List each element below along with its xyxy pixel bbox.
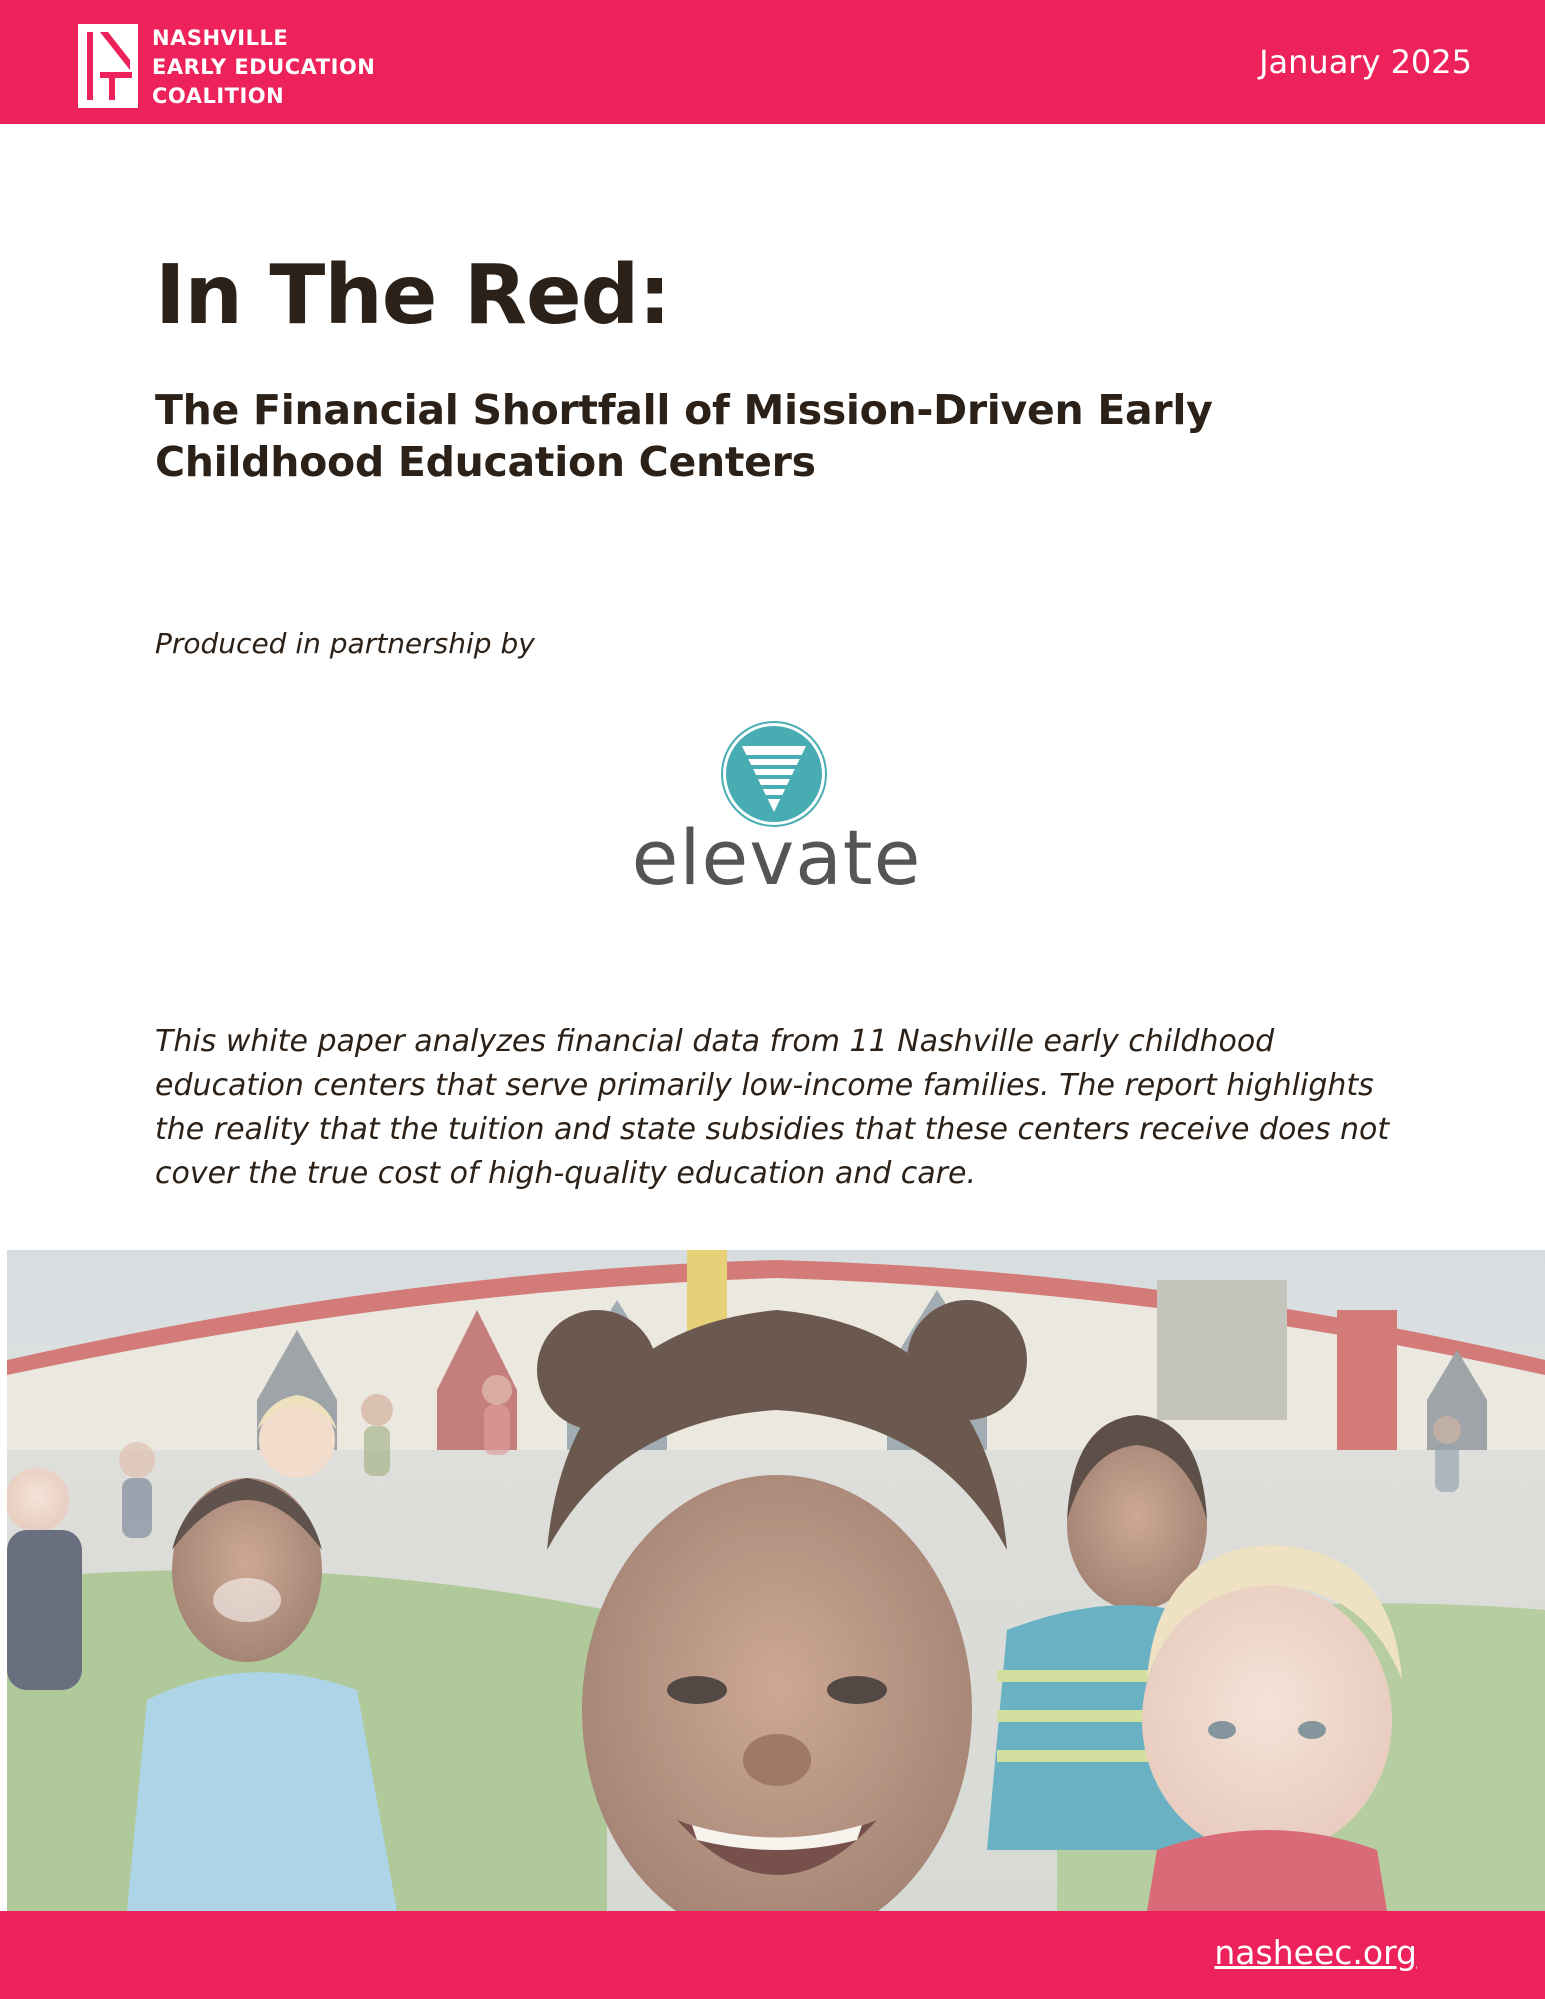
partner-name: elevate (631, 813, 922, 902)
page-title: In The Red: (155, 248, 671, 343)
footer-band (0, 1911, 1545, 1999)
page-subtitle: The Financial Shortfall of Mission-Driven Early Childhood Education Centers (155, 386, 1213, 486)
partnership-label: Produced in partnership by (155, 627, 535, 660)
website-link[interactable]: nasheec.org (1214, 1933, 1417, 1972)
children-photo (7, 1250, 1545, 1911)
org-name-line-3: COALITION (152, 84, 285, 108)
org-name-line-1: NASHVILLE (152, 26, 289, 50)
nashville-coalition-logo-icon (78, 24, 138, 108)
children-photo-illustration (7, 1250, 1545, 1911)
header-band (0, 0, 1545, 124)
report-description: This white paper analyzes financial data from 11 Nashville early childhood education centers that serve primarily low-income families. The report highlights the reality that the tuition and state subsidies that these centers receive does not cover the true cost of high-quality education and care. (155, 1024, 1390, 1191)
publication-date: January 2025 (1259, 43, 1472, 81)
organization-name (152, 24, 375, 111)
org-name-line-2: EARLY EDUCATION (152, 55, 376, 79)
